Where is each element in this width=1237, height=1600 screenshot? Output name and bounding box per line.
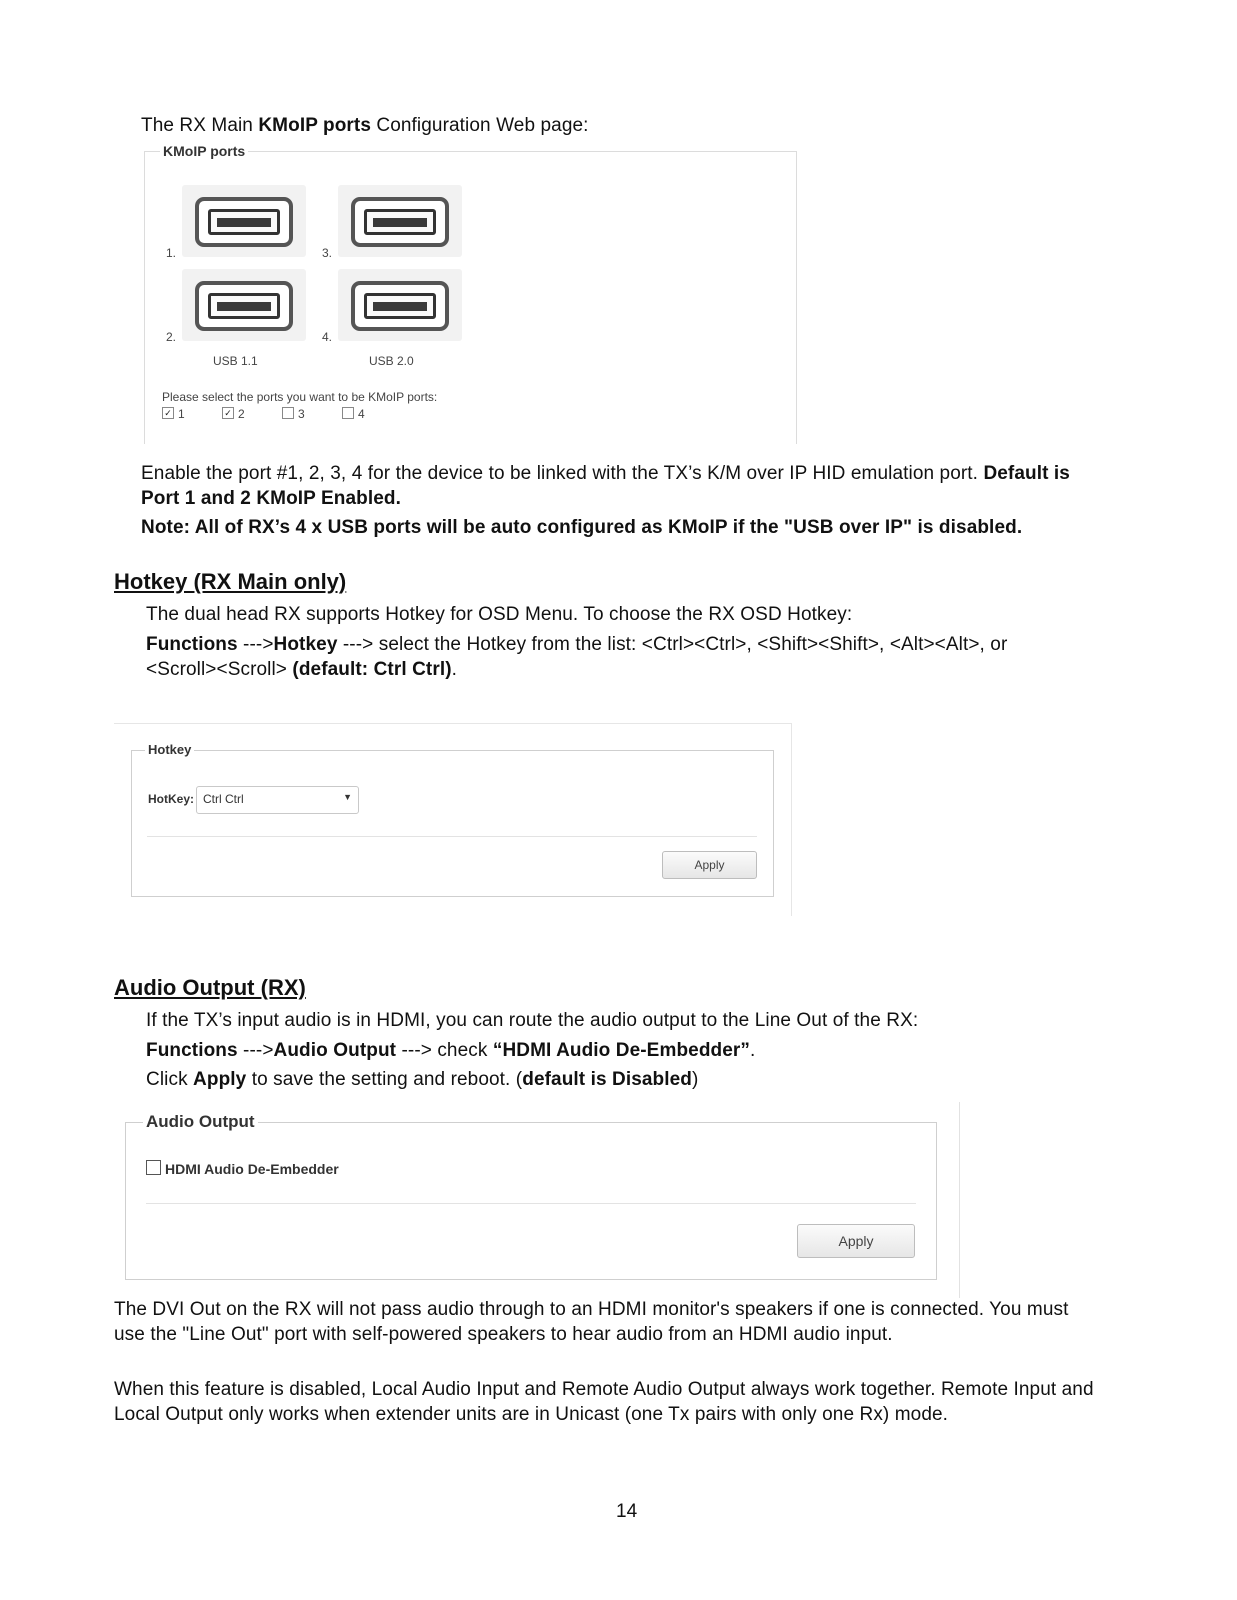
kmoip-checkbox-2[interactable]: ✓ xyxy=(222,407,234,419)
usb-port-icon xyxy=(338,185,462,257)
deembedder-bold: “HDMI Audio De-Embedder” xyxy=(492,1040,750,1061)
kmoip-checkbox-label: 4 xyxy=(358,407,365,421)
intro-bold: KMoIP ports xyxy=(258,115,372,136)
hotkey-heading: Hotkey (RX Main only) xyxy=(114,569,347,594)
usb-port-icon xyxy=(182,185,306,257)
save-text: to save the setting and reboot. ( xyxy=(246,1069,523,1090)
kmoip-legend: KMoIP ports xyxy=(160,143,248,159)
hotkey-period: . xyxy=(451,659,458,680)
hotkey-divider xyxy=(147,836,757,837)
hotkey-default-bold: (default: Ctrl Ctrl) xyxy=(292,659,452,680)
apply-bold: Apply xyxy=(193,1069,247,1090)
disabled-line-1: When this feature is disabled, Local Audio Input and Remote Audio Output always work together. Remote Input and xyxy=(114,1379,1094,1400)
intro-line xyxy=(141,113,589,138)
kmoip-checkbox-label: 3 xyxy=(298,407,305,421)
usb-port-icon xyxy=(338,269,462,341)
deembedder-label: HDMI Audio De-Embedder xyxy=(165,1161,339,1177)
enable-default-bold: Default is xyxy=(983,463,1070,484)
disabled-paragraph xyxy=(114,1377,1224,1427)
audio-output-bold: Audio Output xyxy=(273,1040,397,1061)
kmoip-checkbox-1[interactable]: ✓ xyxy=(162,407,174,419)
hotkey-bold: Hotkey xyxy=(273,634,338,655)
page-number: 14 xyxy=(616,1501,638,1522)
audio-apply-button[interactable]: Apply xyxy=(797,1224,915,1258)
kmoip-checkbox-label: 1 xyxy=(178,407,185,421)
audio-heading: Audio Output (RX) xyxy=(114,975,306,1000)
kmoip-prompt: Please select the ports you want to be KMoIP ports: xyxy=(162,390,438,404)
dvi-line-1: The DVI Out on the RX will not pass audio through to an HDMI monitor's speakers if one is connected. You must xyxy=(114,1299,1069,1320)
dvi-paragraph xyxy=(114,1297,1214,1347)
port-number-2: 2. xyxy=(166,330,177,344)
dvi-line-2: use the "Line Out" port with self-powered speakers to hear audio from an HDMI audio input. xyxy=(114,1324,893,1345)
intro-text-end: Configuration Web page: xyxy=(371,115,589,136)
period-text: . xyxy=(750,1040,756,1061)
arrow-text: ---> check xyxy=(396,1040,493,1061)
intro-text: The RX Main xyxy=(141,115,259,136)
hotkey-intro: The dual head RX supports Hotkey for OSD Menu. To choose the RX OSD Hotkey: xyxy=(146,604,853,625)
disabled-line-2: Local Output only works when extender units are in Unicast (one Tx pairs with only one Rx) mode. xyxy=(114,1404,949,1425)
enable-paragraph xyxy=(141,461,1121,511)
hotkey-select-value: Ctrl Ctrl xyxy=(203,792,244,806)
kmoip-checkbox-4[interactable] xyxy=(342,407,354,419)
port-number-3: 3. xyxy=(322,246,333,260)
hotkey-apply-button[interactable]: Apply xyxy=(662,851,757,879)
hotkey-instructions xyxy=(146,632,1126,682)
functions-bold: Functions xyxy=(146,634,238,655)
paren-text: ) xyxy=(692,1069,699,1090)
port-number-1: 1. xyxy=(166,246,177,260)
audio-panel-frame xyxy=(959,1102,960,1298)
arrow-text: ---> xyxy=(237,634,274,655)
hotkey-scroll-text: <Scroll><Scroll> xyxy=(146,659,293,680)
audio-intro: If the TX’s input audio is in HDMI, you can route the audio output to the Line Out of the RX: xyxy=(146,1010,919,1031)
usb-label-1-1: USB 1.1 xyxy=(213,354,258,368)
audio-instructions xyxy=(146,1038,755,1063)
audio-divider xyxy=(146,1203,916,1204)
hotkey-select[interactable] xyxy=(196,786,359,814)
deembedder-checkbox[interactable] xyxy=(146,1160,161,1175)
port-number-4: 4. xyxy=(322,330,333,344)
hotkey-field-label: HotKey: xyxy=(148,792,195,806)
audio-apply-instructions xyxy=(146,1067,698,1092)
audio-default-bold: default is Disabled xyxy=(522,1069,693,1090)
enable-default-line2: Port 1 and 2 KMoIP Enabled. xyxy=(141,488,401,509)
usb-note: Note: All of RX’s 4 x USB ports will be auto configured as KMoIP if the "USB over IP" is disabled. xyxy=(141,517,1023,538)
kmoip-checkbox-3[interactable] xyxy=(282,407,294,419)
chevron-down-icon: ▼ xyxy=(343,792,352,802)
hotkey-list-text: ---> select the Hotkey from the list: <Ctrl><Ctrl>, <Shift><Shift>, <Alt><Alt>, or xyxy=(337,634,1008,655)
enable-text: Enable the port #1, 2, 3, 4 for the device to be linked with the TX’s K/M over IP HID emulation port. xyxy=(141,463,984,484)
kmoip-checkbox-label: 2 xyxy=(238,407,245,421)
hotkey-legend: Hotkey xyxy=(145,742,194,757)
audio-legend: Audio Output xyxy=(143,1112,258,1132)
click-text: Click xyxy=(146,1069,194,1090)
usb-port-icon xyxy=(182,269,306,341)
arrow-text: ---> xyxy=(237,1040,274,1061)
usb-label-2-0: USB 2.0 xyxy=(369,354,414,368)
functions-bold: Functions xyxy=(146,1040,238,1061)
